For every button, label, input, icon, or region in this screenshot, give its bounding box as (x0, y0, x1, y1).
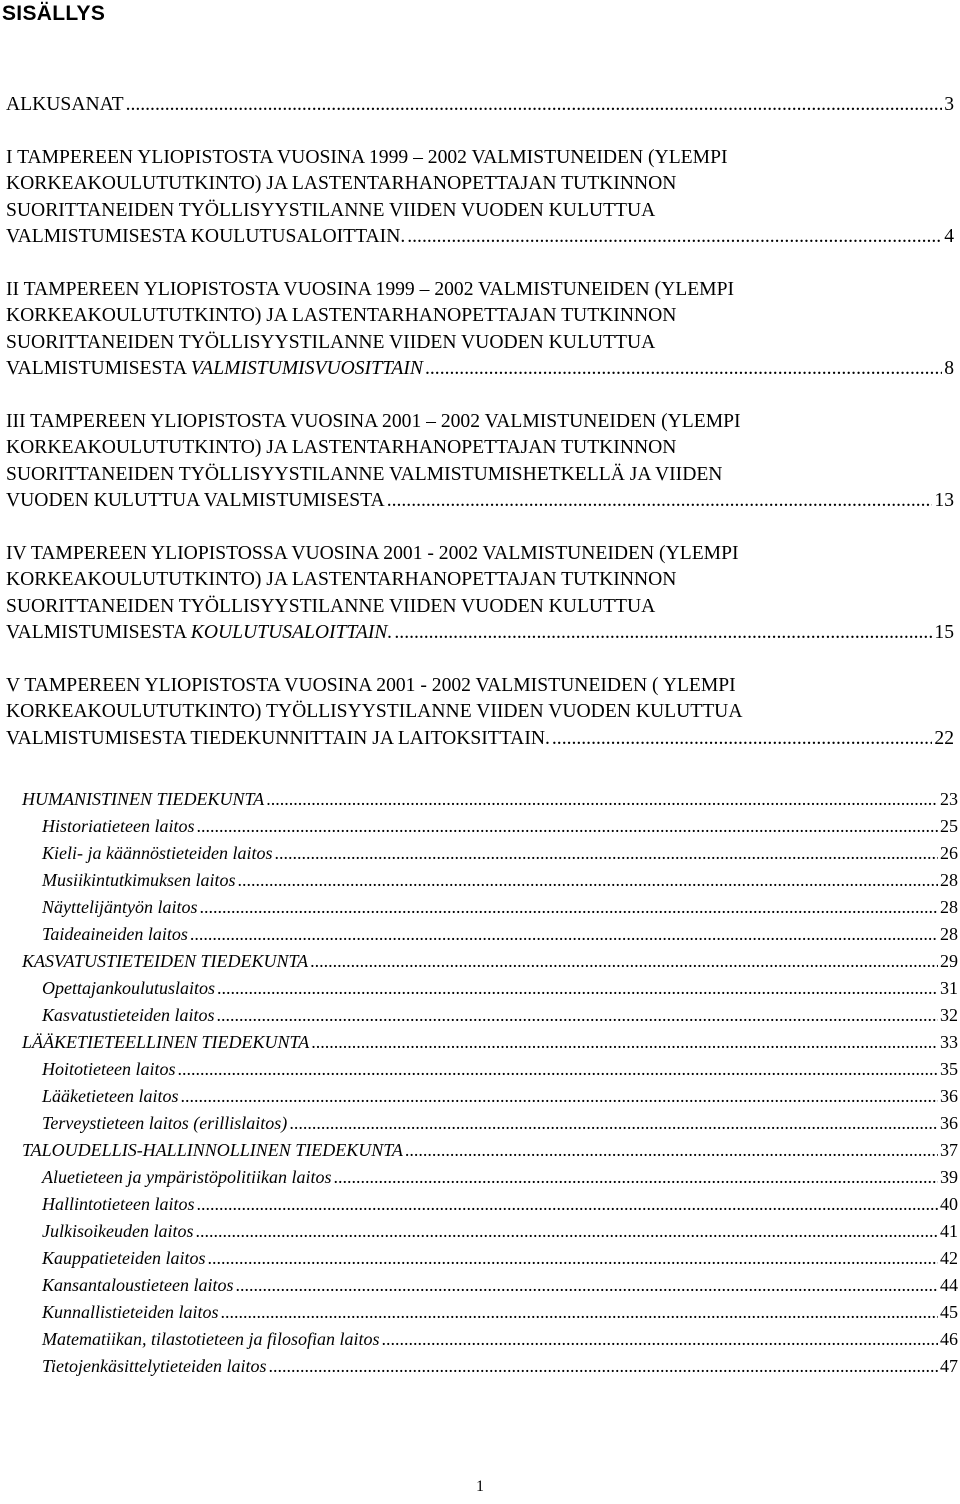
dot-leader (208, 1245, 939, 1272)
toc-entry-lastline (6, 224, 954, 251)
toc-entry-text: Taideaineiden laitos (42, 924, 188, 944)
toc-entry-text: TALOUDELLIS-HALLINNOLLINEN TIEDEKUNTA (22, 1140, 403, 1160)
toc-entry-text: HUMANISTINEN TIEDEKUNTA (22, 789, 265, 809)
toc-entry-text: LÄÄKETIETEELLINEN TIEDEKUNTA (22, 1032, 310, 1052)
toc-page-number: 28 (940, 924, 958, 944)
toc-page-number: 22 (934, 727, 954, 749)
toc-department-entry[interactable] (42, 921, 958, 948)
dot-leader (552, 726, 933, 753)
dot-leader (310, 948, 938, 975)
toc-entry-text-part: VALMISTUMISESTA KOULUTUSALOITTAIN. (6, 226, 406, 247)
toc-page-number: 35 (940, 1059, 958, 1079)
toc-entry-text: Aluetieteen ja ympäristöpolitiikan laitos (42, 1167, 332, 1187)
toc-department-entry[interactable] (42, 1056, 958, 1083)
toc-entry-line: KORKEAKOULUTUTKINTO) JA LASTENTARHANOPETTAJAN TUTKINNON (6, 173, 677, 194)
toc-department-entry[interactable] (42, 867, 958, 894)
toc-entry-text: Tietojenkäsittelytieteiden laitos (42, 1356, 267, 1376)
toc-entry-line: V TAMPEREEN YLIOPISTOSTA VUOSINA 2001 - 2002 VALMISTUNEIDEN ( YLEMPI (6, 674, 736, 696)
toc-page-number: 31 (940, 978, 958, 998)
toc-entry-text-part: VUODEN KULUTTUA VALMISTUMISESTA (6, 490, 385, 511)
toc-major-list (0, 92, 960, 778)
toc-department-entry[interactable] (42, 1191, 958, 1218)
toc-minor-list (0, 786, 960, 1380)
toc-page-number: 28 (940, 897, 958, 917)
toc-entry-text-part: ALKUSANAT (6, 94, 124, 115)
toc-entry-text: Matematiikan, tilastotieteen ja filosofian laitos (42, 1329, 380, 1349)
dot-leader (195, 1218, 938, 1245)
toc-department-entry[interactable] (42, 1002, 958, 1029)
toc-entry-text: KASVATUSTIETEIDEN TIEDEKUNTA (22, 951, 309, 971)
dot-leader (405, 1137, 938, 1164)
toc-page-number: 36 (940, 1086, 958, 1106)
toc-entry[interactable] (6, 409, 954, 515)
toc-department-entry[interactable] (42, 813, 958, 840)
toc-entry-line: II TAMPEREEN YLIOPISTOSTA VUOSINA 1999 – 2002 VALMISTUNEIDEN (YLEMPI (6, 278, 735, 300)
dot-leader (236, 1272, 939, 1299)
toc-page-number: 15 (934, 622, 954, 643)
toc-entry-text (6, 92, 124, 119)
page-number: 1 (476, 1478, 484, 1495)
toc-page-number: 41 (940, 1221, 958, 1241)
toc-department-entry[interactable] (42, 1245, 958, 1272)
toc-entry-text-part: VALMISTUMISESTA TIEDEKUNNITTAIN JA LAITOKSITTAIN. (6, 727, 550, 749)
toc-entry-text-part: VALMISTUMISESTA (6, 622, 191, 643)
dot-leader (196, 1191, 938, 1218)
toc-entry-text (6, 356, 423, 383)
toc-entry-line: I TAMPEREEN YLIOPISTOSTA VUOSINA 1999 – 2002 VALMISTUNEIDEN (YLEMPI (6, 146, 728, 168)
toc-entry-line: IV TAMPEREEN YLIOPISTOSSA VUOSINA 2001 - 2002 VALMISTUNEIDEN (YLEMPI (6, 542, 739, 564)
toc-entry-text: Kasvatustieteiden laitos (42, 1005, 215, 1025)
page-title: SISÄLLYS (2, 2, 106, 25)
toc-entry[interactable] (6, 145, 954, 251)
toc-entry-text: Kunnallistieteiden laitos (42, 1302, 219, 1322)
toc-entry-text: Opettajankoulutuslaitos (42, 978, 215, 998)
dot-leader (333, 1164, 938, 1191)
dot-leader (394, 620, 932, 647)
toc-department-entry[interactable] (42, 1272, 958, 1299)
toc-entry-text-part: VALMISTUMISESTA (6, 358, 191, 379)
toc-department-entry[interactable] (42, 840, 958, 867)
toc-entry-line: SUORITTANEIDEN TYÖLLISYYSTILANNE VALMISTUMISHETKELLÄ JA VIIDEN (6, 463, 723, 485)
toc-entry-text: Historiatieteen laitos (42, 816, 195, 836)
toc-page-number: 40 (940, 1194, 958, 1214)
toc-page-number: 4 (944, 226, 954, 247)
dot-leader (190, 921, 938, 948)
toc-page-number: 13 (934, 490, 954, 511)
toc-entry-line: KORKEAKOULUTUTKINTO) JA LASTENTARHANOPETTAJAN TUTKINNON (6, 305, 677, 326)
toc-entry-text (6, 488, 385, 515)
toc-entry-lastline (6, 726, 954, 753)
toc-entry[interactable] (6, 673, 954, 753)
toc-department-entry[interactable] (42, 1083, 958, 1110)
dot-leader (217, 975, 938, 1002)
dot-leader (425, 356, 942, 383)
toc-entry-line: KORKEAKOULUTUTKINTO) JA LASTENTARHANOPETTAJAN TUTKINNON (6, 437, 677, 458)
dot-leader (180, 1083, 938, 1110)
toc-entry-lastline (6, 356, 954, 383)
toc-entry-line: III TAMPEREEN YLIOPISTOSTA VUOSINA 2001 – 2002 VALMISTUNEIDEN (YLEMPI (6, 410, 741, 432)
toc-faculty-entry[interactable] (22, 1029, 958, 1056)
toc-page-number: 23 (940, 789, 958, 809)
toc-entry-line: SUORITTANEIDEN TYÖLLISYYSTILANNE VIIDEN VUODEN KULUTTUA (6, 331, 656, 353)
toc-entry-lastline (6, 92, 954, 119)
toc-entry[interactable] (6, 541, 954, 647)
dot-leader (237, 867, 938, 894)
toc-entry-text (6, 620, 392, 647)
toc-entry-line: KORKEAKOULUTUTKINTO) TYÖLLISYYSTILANNE VIIDEN VUODEN KULUTTUA (6, 701, 743, 722)
toc-entry-lastline (6, 488, 954, 515)
toc-entry-text-italic: KOULUTUSALOITTAIN. (190, 622, 393, 643)
toc-department-entry[interactable] (42, 894, 958, 921)
dot-leader (407, 224, 942, 251)
dot-leader (381, 1326, 938, 1353)
dot-leader (289, 1110, 938, 1137)
toc-department-entry[interactable] (42, 975, 958, 1002)
toc-faculty-entry[interactable] (22, 1137, 958, 1164)
toc-entry-text: Kansantaloustieteen laitos (42, 1275, 234, 1295)
dot-leader (221, 1299, 939, 1326)
toc-entry[interactable] (6, 92, 954, 119)
toc-department-entry[interactable] (42, 1110, 958, 1137)
dot-leader (200, 894, 939, 921)
toc-department-entry[interactable] (42, 1353, 958, 1380)
toc-entry-text (6, 224, 405, 251)
toc-department-entry[interactable] (42, 1218, 958, 1245)
toc-page-number: 25 (940, 816, 958, 836)
toc-entry-text (6, 726, 550, 753)
toc-entry-lastline (6, 620, 954, 647)
dot-leader (266, 786, 938, 813)
dot-leader (177, 1056, 938, 1083)
toc-page-number: 45 (940, 1302, 958, 1322)
toc-page-number: 39 (940, 1167, 958, 1187)
toc-page-number: 32 (940, 1005, 958, 1025)
toc-page-number: 46 (940, 1329, 958, 1349)
toc-page-number: 8 (944, 358, 954, 379)
toc-page-number: 44 (940, 1275, 958, 1295)
toc-entry-text: Näyttelijäntyön laitos (42, 897, 198, 917)
toc-entry-text: Musiikintutkimuksen laitos (42, 870, 236, 890)
dot-leader (311, 1029, 938, 1056)
toc-page-number: 26 (940, 843, 958, 863)
dot-leader (268, 1353, 938, 1380)
toc-faculty-entry[interactable] (22, 948, 958, 975)
toc-entry-text: Kieli- ja käännöstieteiden laitos (42, 843, 273, 863)
toc-department-entry[interactable] (42, 1299, 958, 1326)
dot-leader (387, 488, 933, 515)
toc-entry-line: KORKEAKOULUTUTKINTO) JA LASTENTARHANOPETTAJAN TUTKINNON (6, 569, 677, 590)
toc-entry-text-italic: VALMISTUMISVUOSITTAIN (190, 358, 423, 379)
toc-page-number: 33 (940, 1032, 958, 1052)
toc-page-number: 3 (944, 94, 954, 115)
toc-page-number: 29 (940, 951, 958, 971)
toc-entry-text: Terveystieteen laitos (erillislaitos) (42, 1113, 288, 1133)
toc-entry-text: Hallintotieteen laitos (42, 1194, 195, 1214)
toc-page-number: 28 (940, 870, 958, 890)
toc-entry-line: SUORITTANEIDEN TYÖLLISYYSTILANNE VIIDEN VUODEN KULUTTUA (6, 199, 656, 221)
toc-entry-text: Kauppatieteiden laitos (42, 1248, 206, 1268)
toc-faculty-entry[interactable] (22, 786, 958, 813)
toc-entry[interactable] (6, 277, 954, 383)
toc-department-entry[interactable] (42, 1164, 958, 1191)
toc-entry-text: Lääketieteen laitos (42, 1086, 179, 1106)
dot-leader (197, 813, 939, 840)
toc-entry-text: Hoitotieteen laitos (42, 1059, 176, 1079)
toc-entry-line: SUORITTANEIDEN TYÖLLISYYSTILANNE VIIDEN VUODEN KULUTTUA (6, 595, 656, 617)
toc-department-entry[interactable] (42, 1326, 958, 1353)
toc-page-number: 36 (940, 1113, 958, 1133)
dot-leader (274, 840, 938, 867)
toc-page-number: 37 (940, 1140, 958, 1160)
dot-leader (217, 1002, 939, 1029)
toc-page-number: 42 (940, 1248, 958, 1268)
toc-page-number: 47 (940, 1356, 958, 1376)
toc-entry-text: Julkisoikeuden laitos (42, 1221, 194, 1241)
dot-leader (126, 92, 943, 119)
